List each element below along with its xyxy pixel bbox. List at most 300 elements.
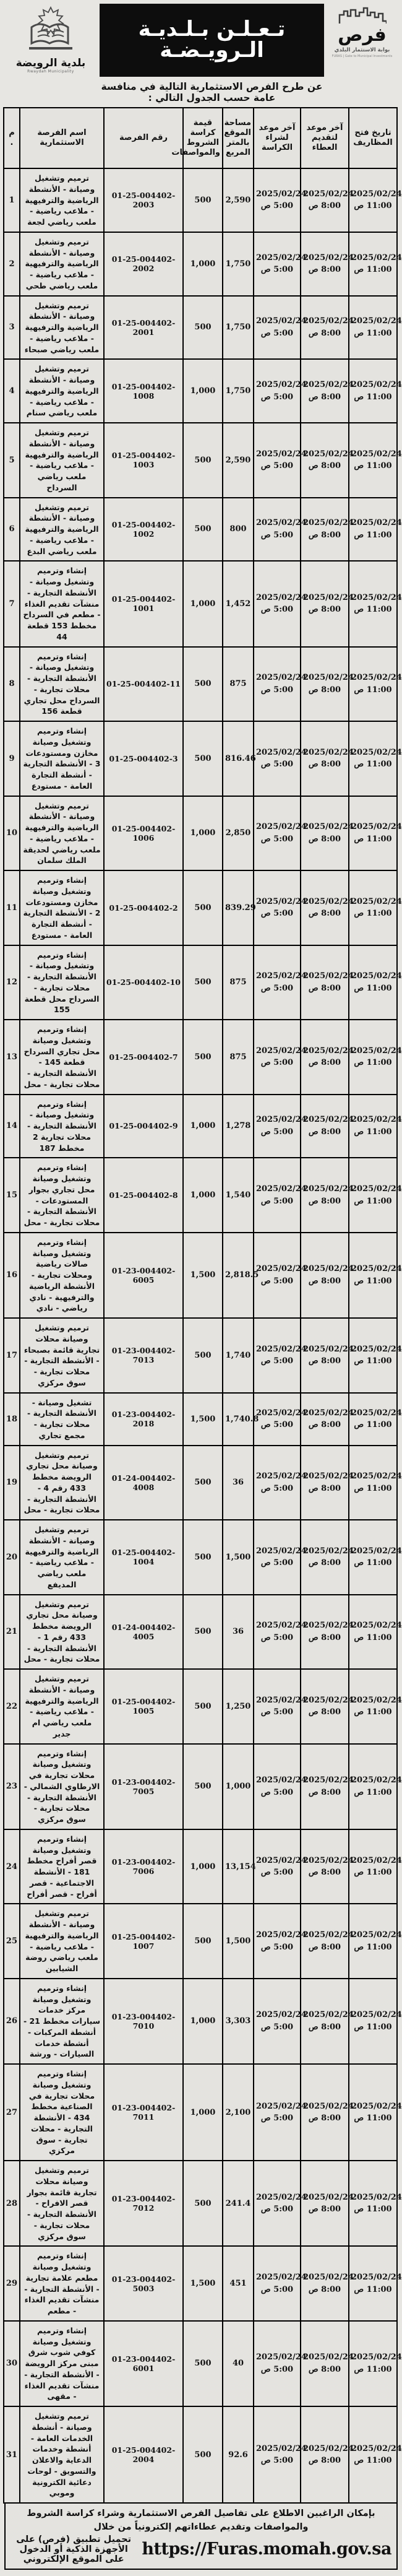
cell-buy-deadline [254, 945, 307, 1020]
deadline-date: 2025/02/24 [303, 449, 354, 459]
cell-buy-deadline [254, 1318, 307, 1393]
cell-buy-deadline [254, 1669, 307, 1744]
announcement-title: تـعـلـن بـلـديـة الـرويـضـة [100, 4, 324, 77]
cell-index: 23 [4, 1744, 20, 1829]
table-row [4, 423, 397, 498]
deadline-time: 8:00 ص [308, 2022, 341, 2032]
cell-bid-deadline [301, 2406, 354, 2503]
cell-booklet-value: 1,000 [183, 1979, 223, 2064]
cell-index: 2 [4, 232, 20, 296]
cell-index: 9 [4, 721, 20, 796]
deadline-time: 11:00 ص [354, 1058, 392, 1068]
deadline-time: 8:00 ص [308, 328, 341, 338]
cell-opportunity-name: ترميم وتشغيل وصيانة - الأنشطة الرياضية والترفيهية - ملاعب رياضية - ملعب رياضي لجعة [20, 168, 104, 232]
cell-bid-deadline [301, 945, 354, 1020]
cell-opportunity-number: 01-25-004402-1003 [104, 423, 183, 498]
cell-opportunity-number: 01-25-004402-1004 [104, 1520, 183, 1595]
deadline-time: 8:00 ص [308, 1707, 341, 1717]
deadline-date: 2025/02/24 [351, 1115, 402, 1125]
footer-line1: بإمكان الراغبين الاطلاع على تفاصيل الفرص الاستثمارية وشراء كراسة الشروط والمواصفات وتقديم عطاءاتهم إلكترونياً من خلال [27, 2509, 375, 2532]
deadline-time: 5:00 ص [260, 909, 294, 919]
header-area: مساحة الموقع بالمتر المربع [223, 108, 254, 168]
cell-index: 22 [4, 1669, 20, 1744]
deadline-time: 5:00 ص [260, 685, 294, 695]
cell-opportunity-number: 01-24-004402-4008 [104, 1446, 183, 1520]
cell-index: 14 [4, 1095, 20, 1158]
cell-area: 839.29 [223, 870, 254, 945]
cell-area: 36 [223, 1446, 254, 1520]
cell-opportunity-number: 01-23-004402-5003 [104, 2246, 183, 2321]
table-row [4, 1393, 397, 1446]
deadline-time: 8:00 ص [308, 1127, 341, 1137]
cell-open-date [349, 1829, 402, 1904]
table-row [4, 1744, 397, 1829]
opportunities-table [3, 107, 402, 2504]
cell-area: 2,100 [223, 2064, 254, 2161]
cell-booklet-value: 500 [183, 296, 223, 360]
cell-buy-deadline [254, 1904, 307, 1979]
deadline-date: 2025/02/24 [303, 1695, 354, 1705]
cell-buy-deadline [254, 1979, 307, 2064]
deadline-time: 8:00 ص [308, 983, 341, 993]
cell-area: 2,818.5 [223, 1233, 254, 1318]
cell-area: 1,750 [223, 232, 254, 296]
deadline-time: 11:00 ص [354, 909, 392, 919]
header-opportunity-number: رقم الفرصة [104, 108, 183, 168]
cell-opportunity-number: 01-25-004402-1002 [104, 498, 183, 562]
cell-opportunity-number: 01-25-004402-2001 [104, 296, 183, 360]
deadline-date: 2025/02/24 [256, 673, 307, 683]
deadline-date: 2025/02/24 [351, 2010, 402, 2020]
cell-buy-deadline [254, 870, 307, 945]
cell-open-date [349, 870, 402, 945]
cell-opportunity-number: 01-25-004402-1007 [104, 1904, 183, 1979]
cell-opportunity-name: إنشاء وترميم وتشغيل وصيانة - الأنشطة التجارية - محلات تجارية - السرداح محل تجاري قطعة 156 [20, 647, 104, 722]
cell-area: 2,850 [223, 796, 254, 871]
deadline-date: 2025/02/24 [351, 189, 402, 199]
table-row [4, 1904, 397, 1979]
cell-bid-deadline [301, 1393, 354, 1446]
cell-area: 40 [223, 2321, 254, 2406]
header [4, 4, 398, 105]
deadline-time: 11:00 ص [354, 983, 392, 993]
deadline-date: 2025/02/24 [303, 1546, 354, 1556]
cell-open-date [349, 1318, 402, 1393]
cell-area: 36 [223, 1595, 254, 1670]
cell-opportunity-name: ترميم وتشغيل وصيانة محلات تجارية قائمة بجوار قصر الافراح - الأنشطة التجارية - محلات تجارية - سوق مركزي [20, 2161, 104, 2246]
deadline-date: 2025/02/24 [351, 1776, 402, 1785]
cell-booklet-value: 500 [183, 1595, 223, 1670]
cell-index: 26 [4, 1979, 20, 2064]
deadline-time: 5:00 ص [260, 2205, 294, 2214]
cell-open-date [349, 232, 402, 296]
cell-bid-deadline [301, 796, 354, 871]
cell-opportunity-name: ترميم وتشغيل وصيانة - الأنشطة الرياضية والترفيهية - ملاعب رياضية - ملعب رياضي المديفع [20, 1520, 104, 1595]
deadline-date: 2025/02/24 [256, 1344, 307, 1354]
deadline-time: 5:00 ص [260, 1276, 294, 1286]
deadline-date: 2025/02/24 [256, 1776, 307, 1785]
table-row [4, 1233, 397, 1318]
cell-opportunity-name: ترميم وتشغيل وصيانة - الأنشطة الرياضية والترفيهية - ملاعب رياضية - ملعب رياضي السرداح [20, 423, 104, 498]
deadline-date: 2025/02/24 [351, 2192, 402, 2202]
deadline-date: 2025/02/24 [351, 747, 402, 757]
deadline-date: 2025/02/24 [303, 747, 354, 757]
cell-open-date [349, 945, 402, 1020]
header-index: م . [4, 108, 20, 168]
deadline-time: 5:00 ص [260, 1558, 294, 1568]
cell-bid-deadline [301, 1669, 354, 1744]
cell-opportunity-number: 01-23-004402-6001 [104, 2321, 183, 2406]
deadline-time: 11:00 ص [354, 1558, 392, 1568]
deadline-date: 2025/02/24 [303, 1776, 354, 1785]
deadline-date: 2025/02/24 [351, 822, 402, 832]
deadline-time: 5:00 ص [260, 2284, 294, 2294]
deadline-time: 5:00 ص [260, 328, 294, 338]
cell-opportunity-number: 01-25-004402-2 [104, 870, 183, 945]
cell-opportunity-name: ترميم وتشغيل وصيانة - الأنشطة الرياضية والترفيهية - ملاعب رياضية - ملعب رياضي البدع [20, 498, 104, 562]
deadline-date: 2025/02/24 [351, 1621, 402, 1631]
deadline-date: 2025/02/24 [351, 316, 402, 326]
deadline-date: 2025/02/24 [256, 2273, 307, 2282]
deadline-time: 5:00 ص [260, 1356, 294, 1366]
cell-opportunity-number: 01-23-004402-7013 [104, 1318, 183, 1393]
deadline-time: 11:00 ص [354, 1707, 392, 1717]
deadline-time: 5:00 ص [260, 1127, 294, 1137]
deadline-date: 2025/02/24 [256, 896, 307, 906]
deadline-time: 5:00 ص [260, 461, 294, 471]
cell-open-date [349, 296, 402, 360]
deadline-time: 11:00 ص [354, 2205, 392, 2214]
deadline-time: 8:00 ص [308, 909, 341, 919]
cell-area: 92.6 [223, 2406, 254, 2503]
cell-buy-deadline [254, 2406, 307, 2503]
deadline-time: 5:00 ص [260, 760, 294, 770]
cell-bid-deadline [301, 1829, 354, 1904]
deadline-time: 11:00 ص [354, 2022, 392, 2032]
cell-booklet-value: 500 [183, 2321, 223, 2406]
deadline-date: 2025/02/24 [256, 1695, 307, 1705]
furas-logo [327, 4, 398, 105]
cell-opportunity-name: إنشاء وترميم وتشغيل وصيانة مخازن ومستودعات 2 - الأنشطة التجارية - أنشطة التجارة العامة - مستودع [20, 870, 104, 945]
deadline-date: 2025/02/24 [303, 2444, 354, 2453]
cell-booklet-value: 500 [183, 1520, 223, 1595]
table-row [4, 2064, 397, 2161]
deadline-date: 2025/02/24 [303, 189, 354, 199]
deadline-date: 2025/02/24 [256, 592, 307, 602]
deadline-date: 2025/02/24 [256, 1621, 307, 1631]
table-row [4, 1979, 397, 2064]
cell-booklet-value: 1,500 [183, 1393, 223, 1446]
cell-index: 25 [4, 1904, 20, 1979]
deadline-date: 2025/02/24 [303, 316, 354, 326]
deadline-date: 2025/02/24 [303, 1046, 354, 1056]
deadline-time: 8:00 ص [308, 2456, 341, 2465]
deadline-time: 11:00 ص [354, 2364, 392, 2374]
cell-bid-deadline [301, 1020, 354, 1095]
cell-buy-deadline [254, 232, 307, 296]
deadline-time: 8:00 ص [308, 461, 341, 471]
deadline-time: 11:00 ص [354, 685, 392, 695]
cell-booklet-value: 500 [183, 721, 223, 796]
cell-opportunity-name: ترميم وتشغيل وصيانة - الأنشطة الرياضية والترفيهية - ملاعب رياضية - ملعب رياضي روضة الشيابين [20, 1904, 104, 1979]
cell-open-date [349, 498, 402, 562]
cell-area: 2,590 [223, 423, 254, 498]
cell-opportunity-name: إنشاء وترميم وتشغيل وصيانة محل تجاري السرداح قطعة 145 - الأنشطة التجارية - محلات تجارية - محل [20, 1020, 104, 1095]
table-row [4, 1520, 397, 1595]
deadline-time: 5:00 ص [260, 2364, 294, 2374]
furas-wordmark: فرص [338, 24, 387, 46]
cell-booklet-value: 1,000 [183, 1095, 223, 1158]
table-row [4, 2161, 397, 2246]
cell-bid-deadline [301, 423, 354, 498]
deadline-date: 2025/02/24 [256, 2192, 307, 2202]
cell-opportunity-number: 01-25-004402-1001 [104, 561, 183, 646]
header-center [100, 4, 324, 105]
table-row [4, 561, 397, 646]
table-row [4, 1318, 397, 1393]
municipality-name-en: Rwaydah Municipality [27, 69, 74, 74]
cell-index: 5 [4, 423, 20, 498]
deadline-time: 5:00 ص [260, 392, 294, 402]
cell-open-date [349, 1744, 402, 1829]
cell-opportunity-number: 01-23-004402-7006 [104, 1829, 183, 1904]
cell-area: 451 [223, 2246, 254, 2321]
deadline-date: 2025/02/24 [351, 1264, 402, 1274]
deadline-time: 5:00 ص [260, 2456, 294, 2465]
cell-opportunity-number: 01-25-004402-1008 [104, 359, 183, 423]
cell-opportunity-name: إنشاء وترميم وتشغيل وصيانة محل تجاري بجوار المستودعات - الأنشطة التجارية - محلات تجارية - محل [20, 1158, 104, 1233]
deadline-date: 2025/02/24 [351, 1472, 402, 1481]
cell-booklet-value: 500 [183, 1669, 223, 1744]
cell-opportunity-number: 01-25-004402-1006 [104, 796, 183, 871]
cell-bid-deadline [301, 1904, 354, 1979]
municipality-emblem-icon [4, 5, 97, 57]
cell-open-date [349, 2246, 402, 2321]
cell-open-date [349, 1446, 402, 1520]
cell-booklet-value: 500 [183, 1744, 223, 1829]
cell-booklet-value: 500 [183, 945, 223, 1020]
furas-url: https://Furas.momah.gov.sa [142, 2539, 391, 2559]
furas-tagline: بوابة الاستثمار البلدي [334, 47, 390, 53]
cell-opportunity-name: ترميم وتشغيل وصيانة محل تجاري الرويضة مخطط 433 رقم 4 - الأنشطة التجارية - محلات تجارية - محل [20, 1446, 104, 1520]
cell-index: 24 [4, 1829, 20, 1904]
cell-opportunity-number: 01-25-004402-11 [104, 647, 183, 722]
deadline-date: 2025/02/24 [303, 822, 354, 832]
deadline-date: 2025/02/24 [256, 449, 307, 459]
deadline-time: 11:00 ص [354, 265, 392, 275]
cell-area: 1,278 [223, 1095, 254, 1158]
cell-opportunity-number: 01-25-004402-1005 [104, 1669, 183, 1744]
cell-bid-deadline [301, 1158, 354, 1233]
deadline-time: 5:00 ص [260, 1196, 294, 1206]
cell-opportunity-number: 01-25-004402-2002 [104, 232, 183, 296]
cell-area: 2,590 [223, 168, 254, 232]
cell-opportunity-name: ترميم وتشغيل وصيانة - الأنشطة الرياضية والترفيهية - ملاعب رياضية - ملعب رياضي طحي [20, 232, 104, 296]
footer-note [4, 2504, 398, 2570]
deadline-date: 2025/02/24 [256, 1046, 307, 1056]
deadline-date: 2025/02/24 [351, 253, 402, 262]
deadline-date: 2025/02/24 [303, 2101, 354, 2111]
cell-opportunity-name: ترميم وتشغيل وصيانة - الأنشطة الرياضية والترفيهية - ملاعب رياضية - ملعب رياضي سنام [20, 359, 104, 423]
deadline-date: 2025/02/24 [303, 1184, 354, 1194]
cell-buy-deadline [254, 1520, 307, 1595]
table-row [4, 1669, 397, 1744]
table-row [4, 1446, 397, 1520]
deadline-time: 11:00 ص [354, 1127, 392, 1137]
cell-buy-deadline [254, 1095, 307, 1158]
cell-booklet-value: 500 [183, 1904, 223, 1979]
deadline-time: 11:00 ص [354, 760, 392, 770]
table-row [4, 870, 397, 945]
header-open-date: تاريخ فتح المظاريف [349, 108, 397, 168]
deadline-date: 2025/02/24 [303, 1621, 354, 1631]
cell-open-date [349, 168, 402, 232]
furas-tagline-en: FURAS | Gate to Municipal Investments [331, 54, 393, 58]
deadline-time: 11:00 ص [354, 2114, 392, 2123]
cell-area: 875 [223, 1020, 254, 1095]
deadline-date: 2025/02/24 [351, 896, 402, 906]
deadline-date: 2025/02/24 [303, 2010, 354, 2020]
deadline-date: 2025/02/24 [303, 1930, 354, 1940]
cell-opportunity-name: إنشاء وترميم وتشغيل وصيانة - الأنشطة التجارية - محلات تجارية - السرداح محل قطعة 155 [20, 945, 104, 1020]
deadline-date: 2025/02/24 [256, 1184, 307, 1194]
cell-open-date [349, 1669, 402, 1744]
deadline-time: 5:00 ص [260, 201, 294, 211]
cell-area: 1,500 [223, 1520, 254, 1595]
cell-index: 20 [4, 1520, 20, 1595]
deadline-date: 2025/02/24 [351, 380, 402, 390]
cell-booklet-value: 500 [183, 2161, 223, 2246]
cell-opportunity-name: إنشاء وترميم وتشغيل وصيانة مخازن ومستودعات 3 - الأنشطة التجارية - أنشطة التجارة العامة - مستودع [20, 721, 104, 796]
cell-index: 18 [4, 1393, 20, 1446]
deadline-time: 8:00 ص [308, 1356, 341, 1366]
cell-opportunity-number: 01-25-004402-8 [104, 1158, 183, 1233]
deadline-time: 8:00 ص [308, 1276, 341, 1286]
cell-index: 19 [4, 1446, 20, 1520]
table-row [4, 2246, 397, 2321]
cell-open-date [349, 2161, 402, 2246]
deadline-time: 5:00 ص [260, 1787, 294, 1797]
deadline-date: 2025/02/24 [303, 253, 354, 262]
cell-open-date [349, 2406, 402, 2503]
deadline-date: 2025/02/24 [303, 1115, 354, 1125]
cell-index: 28 [4, 2161, 20, 2246]
cell-open-date [349, 423, 402, 498]
footer-line2-text: تحميل تطبيق (فرص) على الأجهزة الذكية أو الدخول على الموقع الإلكتروني [16, 2534, 132, 2564]
cell-bid-deadline [301, 647, 354, 722]
cell-opportunity-name: ترميم وتشغيل وصيانة - أنشطة الخدمات العامة - أنشطة وخدمات الدعاية والاعلان والتسويق - لوحات دعائية الكترونية وموبي [20, 2406, 104, 2503]
deadline-time: 8:00 ص [308, 1196, 341, 1206]
deadline-date: 2025/02/24 [256, 1546, 307, 1556]
cell-area: 1,500 [223, 1904, 254, 1979]
cell-opportunity-name: إنشاء وترميم وتشغيل وصيانة صالات رياضية ومحلات تجارية - الأنشطة الرياضية والترفيهية - نادي رياضي - نادي [20, 1233, 104, 1318]
cell-open-date [349, 1520, 402, 1595]
cell-bid-deadline [301, 296, 354, 360]
deadline-date: 2025/02/24 [351, 1046, 402, 1056]
cell-area: 875 [223, 647, 254, 722]
cell-bid-deadline [301, 1233, 354, 1318]
cell-bid-deadline [301, 2321, 354, 2406]
cell-buy-deadline [254, 2161, 307, 2246]
deadline-date: 2025/02/24 [303, 673, 354, 683]
deadline-date: 2025/02/24 [256, 316, 307, 326]
cell-bid-deadline [301, 1595, 354, 1670]
opportunities-tbody [4, 168, 402, 2503]
cell-buy-deadline [254, 296, 307, 360]
cell-index: 27 [4, 2064, 20, 2161]
table-row [4, 796, 397, 871]
deadline-time: 5:00 ص [260, 605, 294, 615]
deadline-time: 11:00 ص [354, 201, 392, 211]
deadline-date: 2025/02/24 [351, 1855, 402, 1865]
cell-opportunity-name: إنشاء وترميم وتشغيل وصيانة مطعم علامة تجارية - الأنشطة التجارية - منشآت تقديم الغذاء - مطعم [20, 2246, 104, 2321]
deadline-time: 11:00 ص [354, 530, 392, 540]
cell-buy-deadline [254, 2064, 307, 2161]
deadline-time: 8:00 ص [308, 2114, 341, 2123]
deadline-time: 8:00 ص [308, 1633, 341, 1642]
cell-index: 10 [4, 796, 20, 871]
deadline-date: 2025/02/24 [256, 518, 307, 528]
deadline-date: 2025/02/24 [256, 2353, 307, 2362]
deadline-time: 8:00 ص [308, 2205, 341, 2214]
deadline-time: 8:00 ص [308, 1942, 341, 1952]
cell-buy-deadline [254, 2246, 307, 2321]
cell-bid-deadline [301, 498, 354, 562]
cell-buy-deadline [254, 1595, 307, 1670]
cell-area: 1,540 [223, 1158, 254, 1233]
municipality-logo [4, 4, 97, 105]
deadline-time: 11:00 ص [354, 461, 392, 471]
cell-buy-deadline [254, 1744, 307, 1829]
deadline-date: 2025/02/24 [351, 1408, 402, 1418]
deadline-date: 2025/02/24 [303, 1472, 354, 1481]
deadline-date: 2025/02/24 [351, 971, 402, 981]
cell-opportunity-number: 01-25-004402-2003 [104, 168, 183, 232]
table-row [4, 721, 397, 796]
deadline-date: 2025/02/24 [256, 1930, 307, 1940]
cell-opportunity-name: ترميم وتشغيل وصيانة محلات تجارية قائمة بصبحاء - الأنشطة التجارية - محلات تجارية - سوق مركزي [20, 1318, 104, 1393]
deadline-time: 8:00 ص [308, 1483, 341, 1493]
table-row [4, 2321, 397, 2406]
cell-bid-deadline [301, 232, 354, 296]
deadline-date: 2025/02/24 [303, 1855, 354, 1865]
cell-opportunity-name: إنشاء وترميم وتشغيل وصيانة كوفي شوب شرق مبنى مركز الرويضة - الأنشطة التجارية - منشآت تقديم الغذاء - مقهى [20, 2321, 104, 2406]
cell-opportunity-number: 01-23-004402-2018 [104, 1393, 183, 1446]
deadline-date: 2025/02/24 [303, 2353, 354, 2362]
cell-index: 30 [4, 2321, 20, 2406]
cell-opportunity-number: 01-23-004402-6005 [104, 1233, 183, 1318]
cell-open-date [349, 647, 402, 722]
cell-area: 1,452 [223, 561, 254, 646]
deadline-time: 11:00 ص [354, 1942, 392, 1952]
deadline-time: 5:00 ص [260, 2114, 294, 2123]
deadline-date: 2025/02/24 [303, 1264, 354, 1274]
cell-booklet-value: 500 [183, 1318, 223, 1393]
cell-buy-deadline [254, 359, 307, 423]
cell-buy-deadline [254, 423, 307, 498]
cell-booklet-value: 500 [183, 1446, 223, 1520]
cell-buy-deadline [254, 1393, 307, 1446]
table-row [4, 498, 397, 562]
cell-booklet-value: 1,000 [183, 1829, 223, 1904]
cell-opportunity-number: 01-25-004402-9 [104, 1095, 183, 1158]
cell-open-date [349, 1595, 402, 1670]
cell-bid-deadline [301, 2064, 354, 2161]
cell-opportunity-number: 01-23-004402-7011 [104, 2064, 183, 2161]
deadline-time: 11:00 ص [354, 1787, 392, 1797]
cell-index: 3 [4, 296, 20, 360]
cell-booklet-value: 1,000 [183, 2064, 223, 2161]
